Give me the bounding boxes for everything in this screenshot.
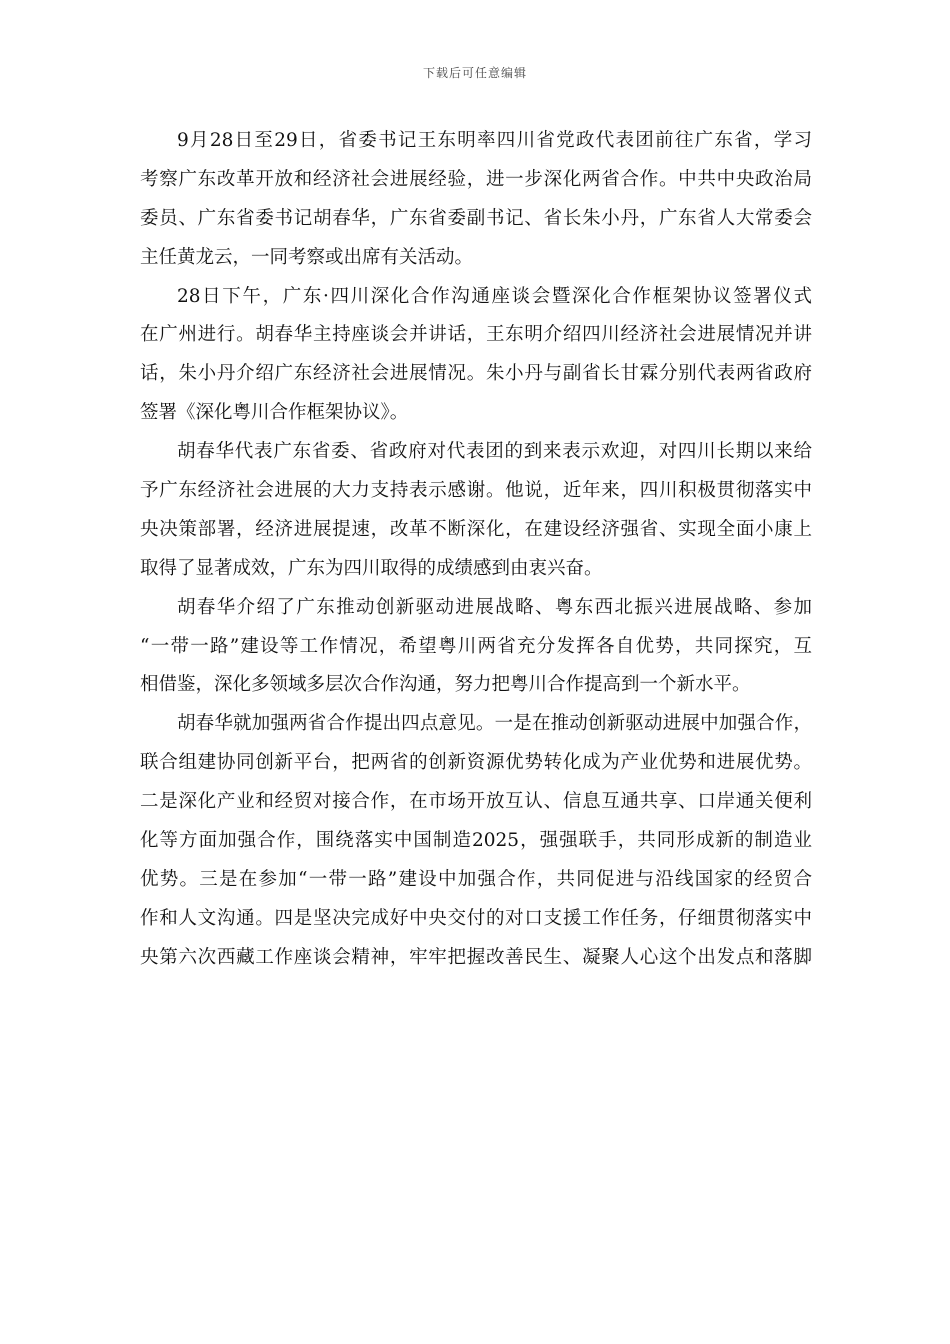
paragraph-4-line-1: 胡春华介绍了广东推动创新驱动进展战略、粤东西北振兴进展战略、参加 (177, 596, 812, 618)
paragraph-2-line-3: 话，朱小丹介绍广东经济社会进展情况。朱小丹与副省长甘霖分别代表两省政府 (140, 363, 812, 385)
paragraph-5-line-6: 作和人文沟通。四是坚决完成好中央交付的对口支援工作任务，仔细贯彻落实中 (140, 907, 812, 929)
document-body (140, 122, 812, 978)
paragraph-5-line-1: 胡春华就加强两省合作提出四点意见。一是在推动创新驱动进展中加强合作， (177, 713, 812, 735)
paragraph-4-line-3: 相借鉴，深化多领域多层次合作沟通，努力把粤川合作提高到一个新水平。 (140, 674, 751, 696)
paragraph-1-line-1: 9月28日至29日，省委书记王东明率四川省党政代表团前往广东省，学习 (177, 130, 812, 151)
paragraph-2-line-4: 签署《深化粤川合作框架协议》。 (140, 402, 409, 424)
paragraph-3-line-2: 予广东经济社会进展的大力支持表示感谢。他说，近年来，四川积极贯彻落实中 (140, 480, 812, 502)
paragraph-3-line-1: 胡春华代表广东省委、省政府对代表团的到来表示欢迎，对四川长期以来给 (177, 441, 812, 463)
paragraph-1-line-3: 委员、广东省委书记胡春华，广东省委副书记、省长朱小丹，广东省人大常委会 (140, 207, 812, 229)
page-header-note: 下载后可任意编辑 (422, 66, 527, 80)
paragraph-2-line-2: 在广州进行。胡春华主持座谈会并讲话，王东明介绍四川经济社会进展情况并讲 (140, 324, 812, 346)
paragraph-1-line-4: 主任黄龙云，一同考察或出席有关活动。 (140, 246, 474, 268)
paragraph-1-line-2: 考察广东改革开放和经济社会进展经验，进一步深化两省合作。中共中央政治局 (140, 168, 812, 190)
paragraph-5-line-7: 央第六次西藏工作座谈会精神，牢牢把握改善民生、凝聚人心这个出发点和落脚 (140, 946, 812, 968)
paragraph-5-line-2: 联合组建协同创新平台，把两省的创新资源优势转化成为产业优势和进展优势。 (140, 752, 812, 774)
paragraph-5-line-5: 优势。三是在参加“一带一路”建设中加强合作，共同促进与沿线国家的经贸合 (140, 868, 812, 890)
paragraph-3-line-3: 央决策部署，经济进展提速，改革不断深化，在建设经济强省、实现全面小康上 (140, 518, 812, 540)
paragraph-5-line-3: 二是深化产业和经贸对接合作，在市场开放互认、信息互通共享、口岸通关便利 (140, 791, 812, 813)
paragraph-2-line-1: 28日下午，广东·四川深化合作沟通座谈会暨深化合作框架协议签署仪式 (177, 285, 812, 307)
paragraph-3-line-4: 取得了显著成效，广东为四川取得的成绩感到由衷兴奋。 (140, 557, 603, 579)
paragraph-5-line-4: 化等方面加强合作，围绕落实中国制造2025，强强联手，共同形成新的制造业 (140, 830, 812, 852)
paragraph-4-line-2: “一带一路”建设等工作情况，希望粤川两省充分发挥各自优势，共同探究，互 (140, 635, 812, 657)
